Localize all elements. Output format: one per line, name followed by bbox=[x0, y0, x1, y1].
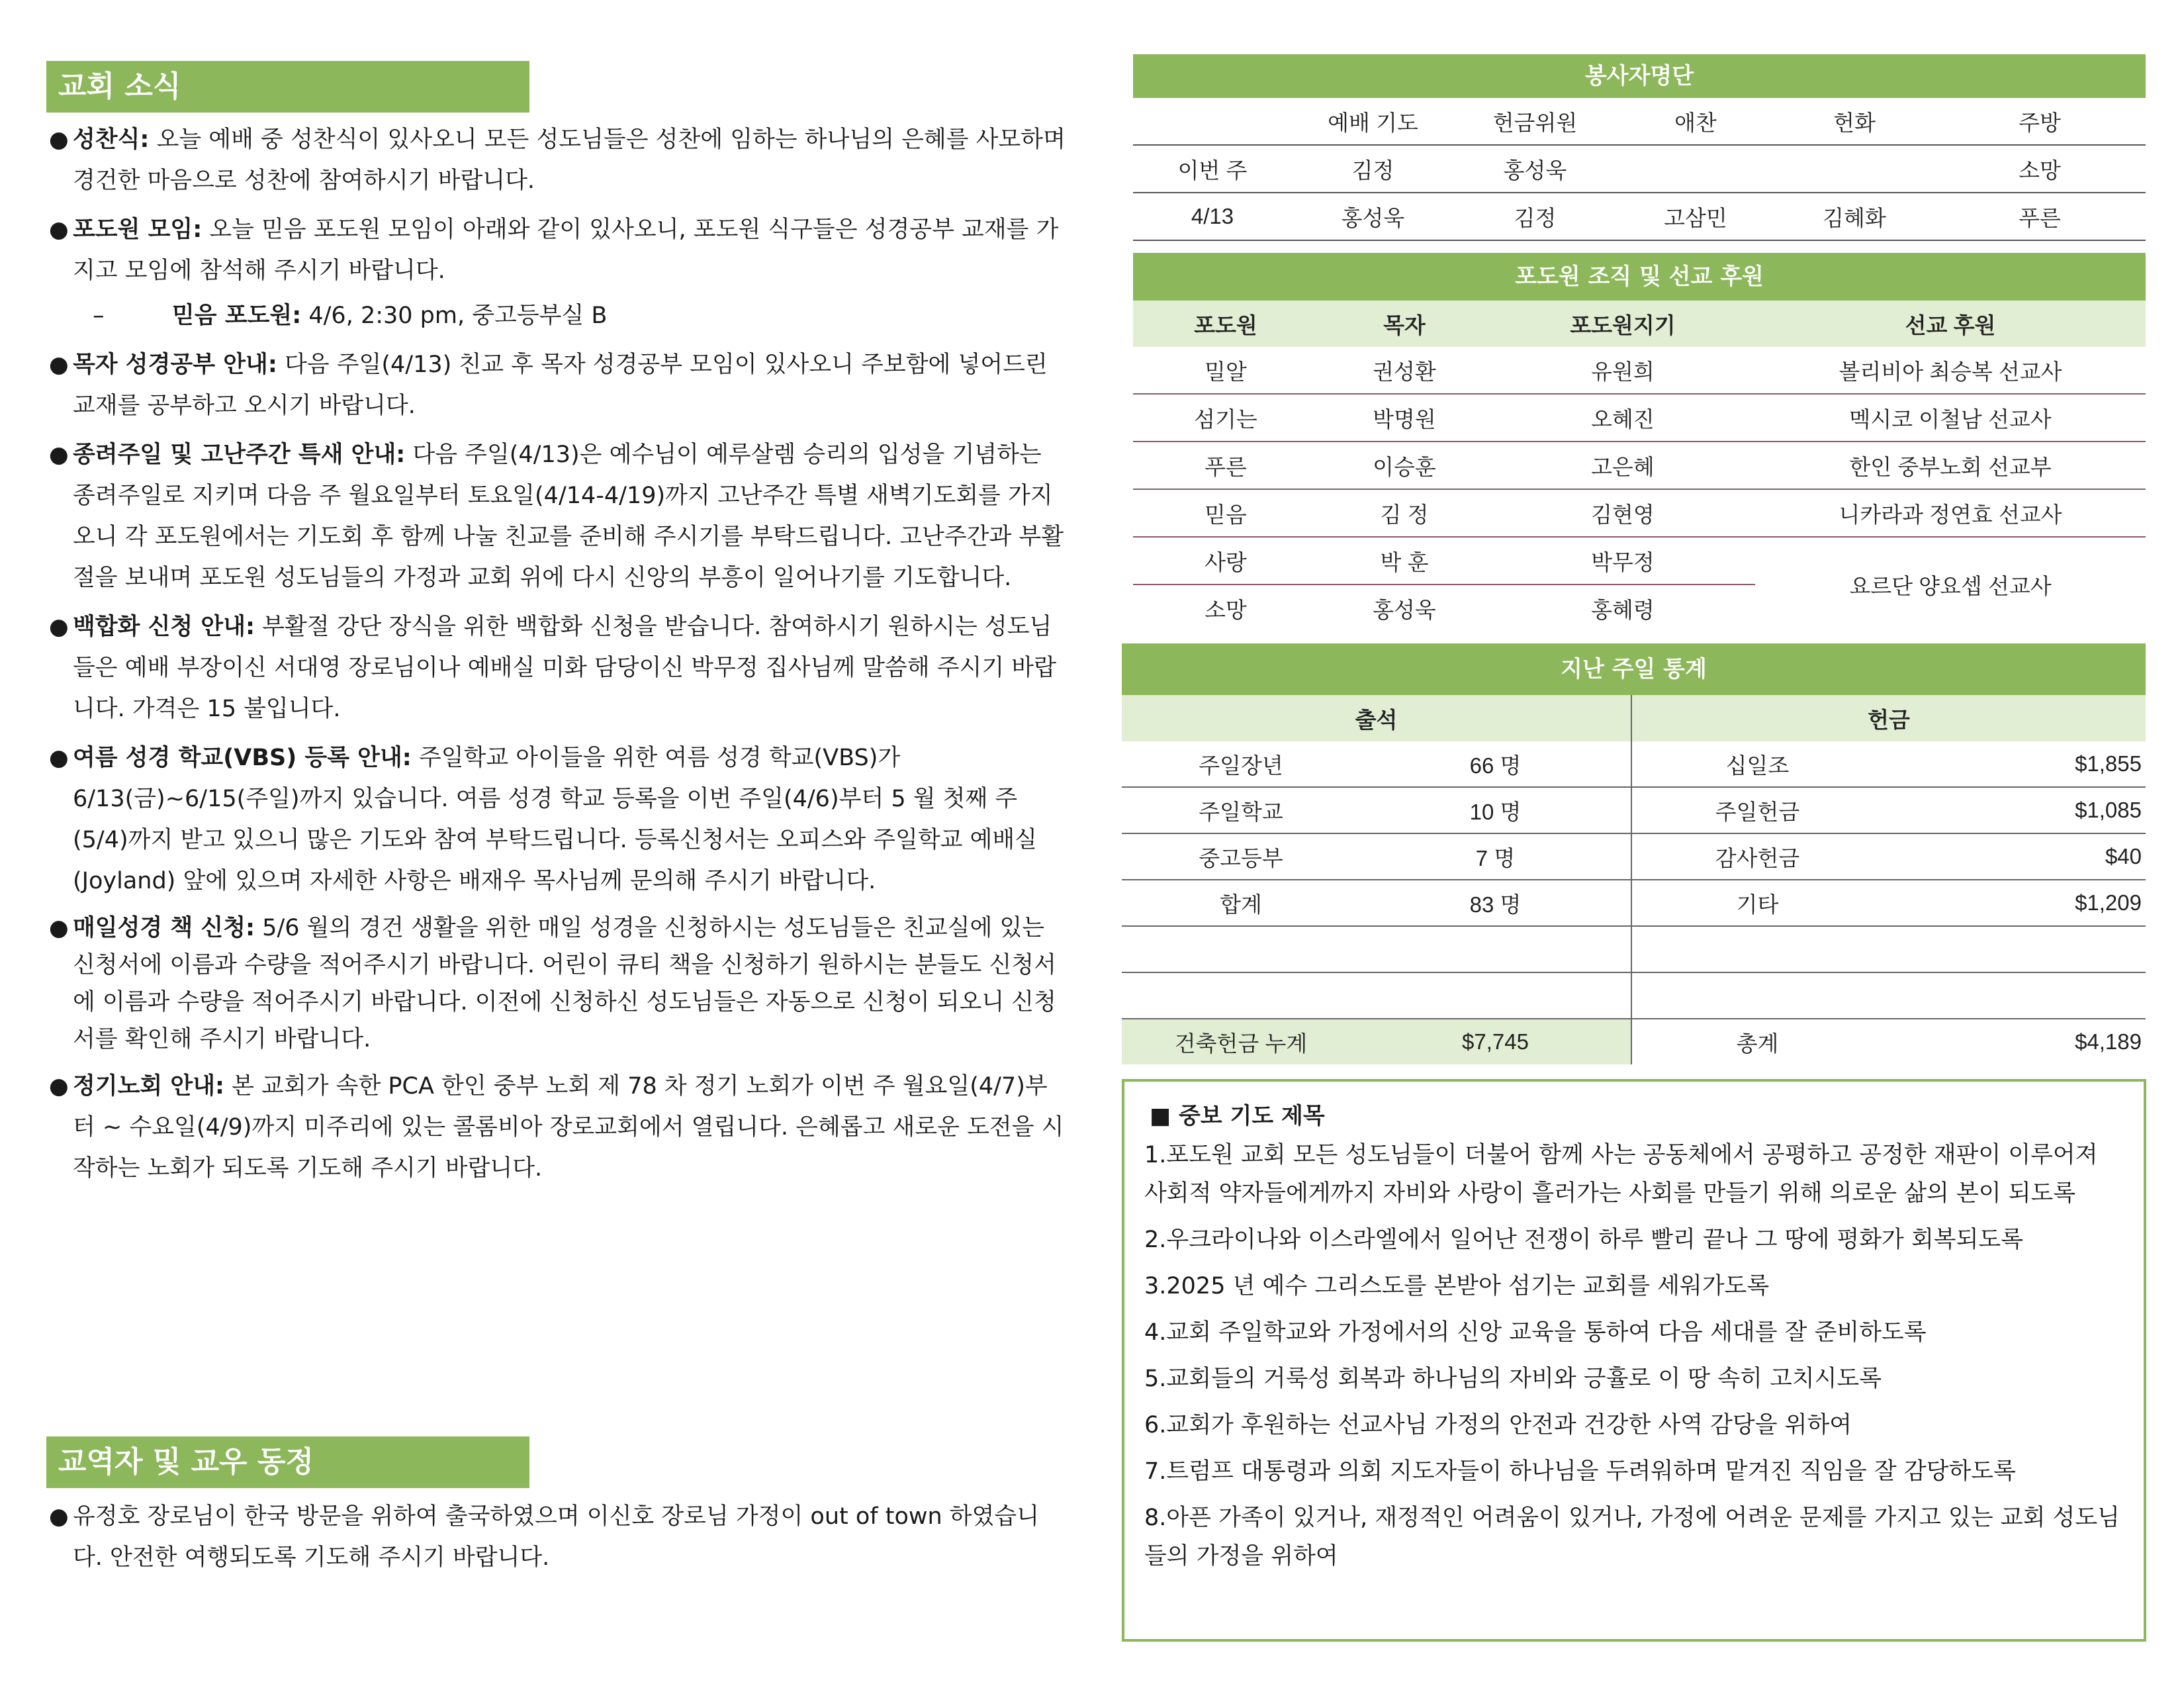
table-row bbox=[1122, 787, 2146, 833]
prayer-item: 4.교회 주일학교와 가정에서의 신앙 교육을 통하여 다음 세대를 잘 준비하도록 bbox=[1144, 1319, 1927, 1346]
prayer-item: 6.교회가 후원하는 선교사님 가정의 안전과 건강한 사역 감당을 위하여 bbox=[1144, 1412, 1852, 1438]
table-cell: 권성환 bbox=[1318, 347, 1490, 394]
table-cell bbox=[1360, 926, 1631, 972]
table-cell: 83 명 bbox=[1360, 880, 1631, 926]
table-cell: 주일학교 bbox=[1122, 787, 1360, 833]
table-cell: 김현영 bbox=[1490, 489, 1755, 537]
news-item bbox=[46, 209, 1066, 291]
table-cell: 박 훈 bbox=[1318, 537, 1490, 585]
bullet-icon: ● bbox=[49, 352, 69, 378]
prayer-item: 5.교회들의 거룩성 회복과 하나님의 자비와 긍휼로 이 땅 속히 고치시도록 bbox=[1144, 1366, 1882, 1392]
prayer-title: ■ 중보 기도 제목 bbox=[1150, 1103, 1325, 1129]
table-cell: 한인 중부노회 선교부 bbox=[1755, 442, 2146, 489]
bullet-icon: ● bbox=[49, 745, 69, 771]
prayer-item: 8.아픈 가족이 있거나, 재정적인 어려움이 있거나, 가정에 어려운 문제를 가지고 있는 교회 성도님들의 가정을 위하여 bbox=[1144, 1505, 2120, 1570]
prayer-item: 3.2025 년 예수 그리스도를 본받아 섬기는 교회를 세워가도록 bbox=[1144, 1273, 1770, 1299]
table-cell: 사랑 bbox=[1133, 537, 1318, 585]
table-cell: 유원희 bbox=[1490, 347, 1755, 394]
table-cell: 푸른 bbox=[1934, 193, 2146, 240]
attendance-header: 출석 bbox=[1122, 695, 1631, 741]
table-cell: 십일조 bbox=[1631, 741, 1883, 787]
table-cell: $1,209 bbox=[1883, 880, 2146, 926]
news-item bbox=[46, 737, 1066, 902]
volunteers-table bbox=[1133, 98, 2146, 241]
total-label: 총계 bbox=[1736, 1031, 1779, 1056]
stats-table bbox=[1122, 695, 2146, 1064]
table-cell: 주일장년 bbox=[1122, 741, 1360, 787]
bullet-icon: ● bbox=[49, 1503, 69, 1530]
table-row bbox=[1122, 880, 2146, 926]
table-cell: 감사헌금 bbox=[1631, 833, 1883, 880]
prayer-item: 7.트럼프 대통령과 의회 지도자들이 하나님을 두려워하며 맡겨진 직임을 잘 감당하도록 bbox=[1144, 1458, 2016, 1485]
news-item-text: 부활절 강단 장식을 위한 백합화 신청을 받습니다. 참여하시기 원하시는 성도님들은 예배 부장이신 서대영 장로님이나 예배실 미화 담당이신 박무정 집사님께 말씀해 주시기 바랍니다. 가격은 15 불입니다. bbox=[73, 614, 1056, 722]
table-row bbox=[1133, 145, 2146, 193]
org-table bbox=[1133, 301, 2146, 632]
table-cell: 10 명 bbox=[1360, 787, 1631, 833]
news-item-text: 5/6 월의 경건 생활을 위한 매일 성경을 신청하시는 성도님들은 친교실에 있는 신청서에 이름과 수량을 적어주시기 바랍니다. 어린이 큐티 책을 신청하기 원하시는 분들도 신청서에 이름과 수량을 적어주시기 바랍니다. 이전에 신청하신 성도님들은 자동으로 신청이 되오니 신청서를 확인해 주시기 바랍니다. bbox=[73, 915, 1056, 1053]
table-cell: 소망 bbox=[1934, 145, 2146, 193]
table-row bbox=[1122, 1019, 2146, 1064]
table-row bbox=[1122, 926, 2146, 972]
table-cell: 김정 bbox=[1454, 193, 1616, 240]
pastoral-news-text: 유정호 장로님이 한국 방문을 위하여 출국하였으며 이신호 장로님 가정이 out of town 하였습니다. 안전한 여행되도록 기도해 주시기 바랍니다. bbox=[73, 1503, 1040, 1571]
org-title: 포도원 조직 및 선교 후원 bbox=[1133, 253, 2146, 301]
table-cell: 박명원 bbox=[1318, 394, 1490, 442]
table-row bbox=[1133, 489, 2146, 537]
table-cell: 중고등부 bbox=[1122, 833, 1360, 880]
news-item-text: 본 교회가 속한 PCA 한인 중부 노회 제 78 차 정기 노회가 이번 주 월요일(4/7)부터 ~ 수요일(4/9)까지 미주리에 있는 콜롬비아 장로교회에서 열립니다. 은혜롭고 새로운 도전을 시작하는 노회가 되도록 기도해 주시기 바랍니다. bbox=[73, 1073, 1064, 1182]
table-cell: 푸른 bbox=[1133, 442, 1318, 489]
table-header-cell: 목자 bbox=[1318, 301, 1490, 347]
table-cell bbox=[1883, 972, 2146, 1019]
table-cell: $1,085 bbox=[1883, 787, 2146, 833]
news-sub-text: 4/6, 2:30 pm, 중고등부실 B bbox=[301, 303, 608, 329]
table-cell: 박무정 bbox=[1490, 537, 1755, 585]
pastoral-news-list bbox=[46, 1496, 1066, 1586]
table-cell bbox=[1616, 145, 1775, 193]
church-news-title: 교회 소식 bbox=[46, 61, 529, 113]
news-item bbox=[46, 434, 1066, 598]
news-item-text: 다음 주일(4/13) 친교 후 목자 성경공부 모임이 있사오니 주보함에 넣어드린 교재를 공부하고 오시기 바랍니다. bbox=[73, 352, 1048, 419]
pastoral-news-title: 교역자 및 교우 동정 bbox=[46, 1436, 529, 1488]
building-fund-label: 건축헌금 누계 bbox=[1122, 1019, 1360, 1064]
prayer-box bbox=[1122, 1079, 2146, 1642]
news-item bbox=[46, 1496, 1066, 1578]
news-item-text: 오늘 예배 중 성찬식이 있사오니 모든 성도님들은 성찬에 임하는 하나님의 은혜를 사모하며 경건한 마음으로 성찬에 참여하시기 바랍니다. bbox=[73, 126, 1066, 194]
table-row bbox=[1122, 972, 2146, 1019]
news-item-label: 백합화 신청 안내: bbox=[73, 614, 255, 640]
bullet-icon: ● bbox=[49, 216, 69, 243]
news-item-label: 매일성경 책 신청: bbox=[73, 915, 255, 941]
news-item-label: 정기노회 안내: bbox=[73, 1073, 225, 1100]
table-cell: 오혜진 bbox=[1490, 394, 1755, 442]
table-header-row bbox=[1133, 301, 2146, 347]
table-cell bbox=[1133, 98, 1292, 145]
table-row bbox=[1122, 833, 2146, 880]
table-cell: 섬기는 bbox=[1133, 394, 1318, 442]
building-fund-value: $7,745 bbox=[1360, 1019, 1631, 1064]
table-cell: 주일헌금 bbox=[1631, 787, 1883, 833]
news-item-label: 목자 성경공부 안내: bbox=[73, 352, 277, 378]
table-header-cell: 포도원지기 bbox=[1490, 301, 1755, 347]
table-cell: 김 정 bbox=[1318, 489, 1490, 537]
table-cell: 합계 bbox=[1122, 880, 1360, 926]
bullet-icon: ● bbox=[49, 614, 69, 640]
prayer-item: 2.우크라이나와 이스라엘에서 일어난 전쟁이 하루 빨리 끝나 그 땅에 평화가 회복되도록 bbox=[1144, 1227, 2024, 1253]
prayer-list bbox=[1144, 1136, 2124, 1583]
news-item bbox=[46, 910, 1066, 1058]
table-header-cell: 선교 후원 bbox=[1755, 301, 2146, 347]
table-cell bbox=[1883, 926, 2146, 972]
news-item bbox=[46, 344, 1066, 426]
news-item-label: 성찬식: bbox=[73, 126, 150, 153]
table-cell bbox=[1631, 926, 1883, 972]
offering-header: 헌금 bbox=[1631, 695, 2146, 741]
table-row bbox=[1122, 741, 2146, 787]
table-row bbox=[1133, 442, 2146, 489]
table-header-cell: 포도원 bbox=[1133, 301, 1318, 347]
table-row bbox=[1133, 347, 2146, 394]
table-cell: 66 명 bbox=[1360, 741, 1631, 787]
news-item bbox=[46, 1066, 1066, 1189]
bullet-icon: ● bbox=[49, 126, 69, 153]
table-header-row bbox=[1133, 98, 2146, 145]
prayer-item: 1.포도원 교회 모든 성도님들이 더불어 함께 사는 공동체에서 공평하고 공정한 재판이 이루어져 사회적 약자들에게까지 자비와 사랑이 흘러가는 사회를 만들기 위해 의로운 삶의 본이 되도록 bbox=[1144, 1142, 2098, 1207]
news-item-text: 주일학교 아이들을 위한 여름 성경 학교(VBS)가 6/13(금)~6/15(주일)까지 있습니다. 여름 성경 학교 등록을 이번 주일(4/6)부터 5 월 첫째 주(5/4)까지 받고 있으니 많은 기도와 참여 부탁드립니다. 등록신청서는 오피스와 주일학교 예배실(Joyland) 앞에 있으며 자세한 사항은 배재우 목사님께 문의해 주시기 바랍니다. bbox=[73, 745, 1037, 894]
table-cell: 밀알 bbox=[1133, 347, 1318, 394]
table-cell: 이승훈 bbox=[1318, 442, 1490, 489]
table-cell bbox=[1360, 972, 1631, 1019]
table-cell bbox=[1122, 926, 1360, 972]
table-cell: 홍혜령 bbox=[1591, 597, 1655, 622]
table-cell: 요르단 양요셉 선교사 bbox=[1849, 573, 2052, 598]
news-item bbox=[46, 119, 1066, 201]
total-value: $4,189 bbox=[2075, 1029, 2142, 1054]
table-cell bbox=[1775, 145, 1934, 193]
table-cell: 니카라과 정연효 선교사 bbox=[1755, 489, 2146, 537]
news-item-text: 오늘 믿음 포도원 모임이 아래와 같이 있사오니, 포도원 식구들은 성경공부 교재를 가지고 모임에 참석해 주시기 바랍니다. bbox=[73, 216, 1059, 284]
table-cell bbox=[1122, 972, 1360, 1019]
table-cell: 7 명 bbox=[1360, 833, 1631, 880]
table-cell: 애찬 bbox=[1616, 98, 1775, 145]
table-cell: 홍성욱 bbox=[1454, 145, 1616, 193]
table-cell: 볼리비아 최승복 선교사 bbox=[1755, 347, 2146, 394]
table-cell: 주방 bbox=[1934, 98, 2146, 145]
table-row bbox=[1133, 394, 2146, 442]
table-cell: 예배 기도 bbox=[1292, 98, 1454, 145]
table-cell: 헌화 bbox=[1775, 98, 1934, 145]
table-cell: 4/13 bbox=[1133, 193, 1292, 240]
news-item-label: 종려주일 및 고난주간 특새 안내: bbox=[73, 442, 406, 468]
news-item bbox=[46, 606, 1066, 729]
table-cell bbox=[1631, 972, 1883, 1019]
news-item-label: 여름 성경 학교(VBS) 등록 안내: bbox=[73, 745, 412, 771]
news-item-label: 포도원 모임: bbox=[73, 216, 203, 243]
table-cell: 김혜화 bbox=[1775, 193, 1934, 240]
table-cell: 김정 bbox=[1292, 145, 1454, 193]
table-row bbox=[1133, 193, 2146, 240]
bullet-icon: ● bbox=[49, 1073, 69, 1100]
table-header-row bbox=[1122, 695, 2146, 741]
table-cell: 소망 bbox=[1205, 597, 1247, 622]
news-sub-label: 믿음 포도원: bbox=[172, 303, 302, 329]
volunteers-title: 봉사자명단 bbox=[1133, 54, 2146, 98]
stats-title: 지난 주일 통계 bbox=[1122, 643, 2146, 695]
table-row bbox=[1133, 537, 2146, 585]
table-cell: 홍성욱 bbox=[1373, 597, 1436, 622]
news-item-text: 다음 주일(4/13)은 예수님이 예루살렘 승리의 입성을 기념하는 종려주일로 지키며 다음 주 월요일부터 토요일(4/14-4/19)까지 고난주간 특별 새벽기도회를 가지오니 각 포도원에서는 기도회 후 함께 나눌 친교를 준비해 주시기를 부탁드립니다. 고난주간과 부활절을 보내며 포도원 성도님들의 가정과 교회 위에 다시 신앙의 부흥이 일어나기를 기도합니다. bbox=[73, 442, 1064, 591]
table-cell: 헌금위원 bbox=[1454, 98, 1616, 145]
bullet-icon: ● bbox=[49, 915, 69, 941]
table-cell: 이번 주 bbox=[1133, 145, 1292, 193]
table-cell: 믿음 bbox=[1133, 489, 1318, 537]
table-cell: 홍성욱 bbox=[1292, 193, 1454, 240]
church-news-list bbox=[46, 119, 1066, 1197]
table-cell: 멕시코 이철남 선교사 bbox=[1755, 394, 2146, 442]
table-cell: 고삼민 bbox=[1616, 193, 1775, 240]
dash-icon: – bbox=[93, 303, 105, 329]
bullet-icon: ● bbox=[49, 442, 69, 468]
table-cell: 기타 bbox=[1631, 880, 1883, 926]
table-cell: 고은혜 bbox=[1490, 442, 1755, 489]
news-sub-item bbox=[46, 295, 1066, 336]
table-cell: $1,855 bbox=[1883, 741, 2146, 787]
table-cell: $40 bbox=[1883, 833, 2146, 880]
